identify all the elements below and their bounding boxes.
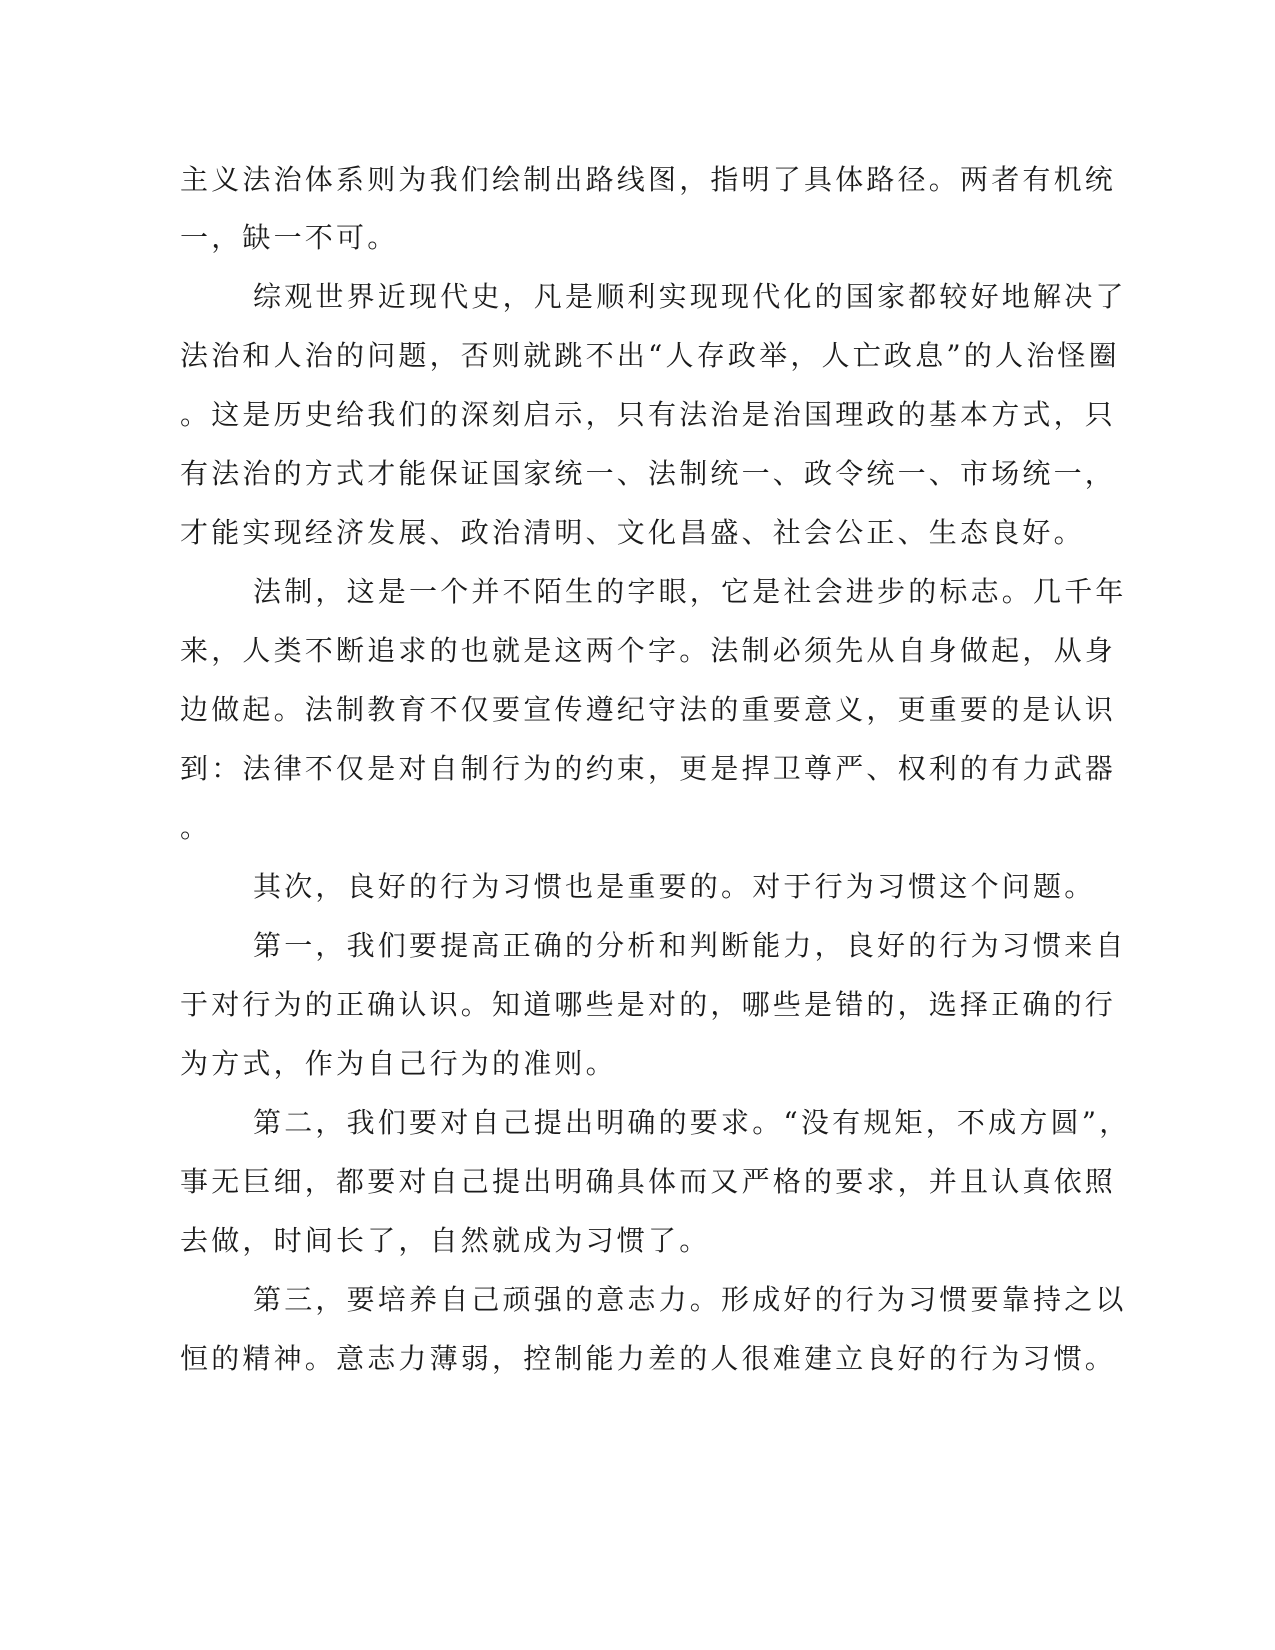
text-line: 边做起。法制教育不仅要宣传遵纪守法的重要意义，更重要的是认识 (180, 693, 1117, 726)
text-line: 。这是历史给我们的深刻启示，只有法治是治国理政的基本方式，只 (180, 398, 1117, 431)
text-line: 恒的精神。意志力薄弱，控制能力差的人很难建立良好的行为习惯。 (180, 1342, 1117, 1375)
text-line: 。 (180, 811, 212, 844)
paragraph-start-line: 法制，这是一个并不陌生的字眼，它是社会进步的标志。几千年 (253, 575, 1127, 608)
text-line: 主义法治体系则为我们绘制出路线图，指明了具体路径。两者有机统 (180, 163, 1117, 196)
paragraph-start-line: 第二，我们要对自己提出明确的要求。“没有规矩，不成方圆”， (253, 1106, 1131, 1139)
text-line: 为方式，作为自己行为的准则。 (180, 1047, 617, 1080)
text-line: 法治和人治的问题，否则就跳不出“人存政举，人亡政息”的人治怪圈 (180, 339, 1120, 372)
paragraph-start-line: 第一，我们要提高正确的分析和判断能力，良好的行为习惯来自 (253, 929, 1127, 962)
text-line: 一，缺一不可。 (180, 221, 399, 254)
text-line: 到：法律不仅是对自制行为的约束，更是捍卫尊严、权利的有力武器 (180, 752, 1117, 785)
text-line: 来，人类不断追求的也就是这两个字。法制必须先从自身做起，从身 (180, 634, 1117, 667)
text-line: 事无巨细，都要对自己提出明确具体而又严格的要求，并且认真依照 (180, 1165, 1117, 1198)
text-line: 才能实现经济发展、政治清明、文化昌盛、社会公正、生态良好。 (180, 516, 1085, 549)
text-line: 有法治的方式才能保证国家统一、法制统一、政令统一、市场统一， (180, 457, 1117, 490)
paragraph-start-line: 综观世界近现代史，凡是顺利实现现代化的国家都较好地解决了 (253, 280, 1127, 313)
text-line: 于对行为的正确认识。知道哪些是对的，哪些是错的，选择正确的行 (180, 988, 1117, 1021)
paragraph-start-line: 第三，要培养自己顽强的意志力。形成好的行为习惯要靠持之以 (253, 1283, 1127, 1316)
paragraph-start-line: 其次，良好的行为习惯也是重要的。对于行为习惯这个问题。 (253, 870, 1096, 903)
text-line: 去做，时间长了，自然就成为习惯了。 (180, 1224, 711, 1257)
